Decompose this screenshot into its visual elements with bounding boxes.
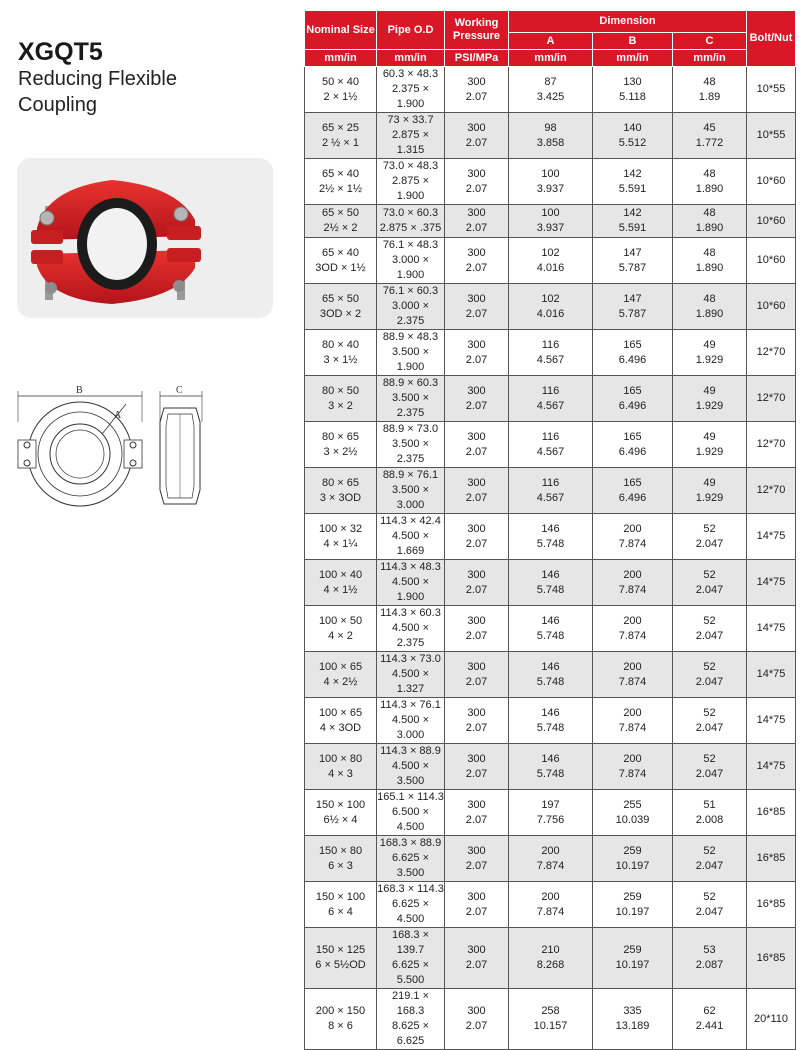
cell-nominal-size: 80 × 65 3 × 3OD bbox=[305, 468, 377, 514]
product-name: Reducing Flexible Coupling bbox=[18, 68, 177, 116]
cell-dim-c: 52 2.047 bbox=[673, 836, 747, 882]
cell-nominal-size: 50 × 40 2 × 1½ bbox=[305, 67, 377, 113]
cell-dim-a: 200 7.874 bbox=[509, 882, 593, 928]
technical-drawing bbox=[14, 382, 214, 537]
table-row bbox=[305, 238, 796, 284]
cell-working-pressure: 300 2.07 bbox=[445, 652, 509, 698]
cell-pipe-od: 168.3 × 139.7 6.625 × 5.500 bbox=[377, 928, 445, 989]
cell-bolt-nut: 10*60 bbox=[747, 205, 796, 238]
cell-dim-b: 200 7.874 bbox=[593, 652, 673, 698]
cell-bolt-nut: 10*60 bbox=[747, 284, 796, 330]
cell-dim-c: 49 1.929 bbox=[673, 468, 747, 514]
cell-pipe-od: 88.9 × 60.3 3.500 × 2.375 bbox=[377, 376, 445, 422]
cell-pipe-od: 60.3 × 48.3 2.375 × 1.900 bbox=[377, 67, 445, 113]
table-row bbox=[305, 882, 796, 928]
cell-bolt-nut: 12*70 bbox=[747, 422, 796, 468]
cell-dim-c: 49 1.929 bbox=[673, 376, 747, 422]
cell-dim-a: 146 5.748 bbox=[509, 652, 593, 698]
cell-dim-a: 100 3.937 bbox=[509, 205, 593, 238]
cell-nominal-size: 65 × 25 2 ½ × 1 bbox=[305, 113, 377, 159]
table-row bbox=[305, 652, 796, 698]
cell-dim-a: 116 4.567 bbox=[509, 422, 593, 468]
cell-dim-b: 259 10.197 bbox=[593, 928, 673, 989]
cell-dim-a: 197 7.756 bbox=[509, 790, 593, 836]
cell-working-pressure: 300 2.07 bbox=[445, 330, 509, 376]
cell-pipe-od: 114.3 × 76.1 4.500 × 3.000 bbox=[377, 698, 445, 744]
cell-dim-c: 51 2.008 bbox=[673, 790, 747, 836]
cell-dim-c: 52 2.047 bbox=[673, 652, 747, 698]
dim-label-a: A bbox=[114, 410, 122, 421]
table-row bbox=[305, 836, 796, 882]
cell-dim-c: 48 1.890 bbox=[673, 159, 747, 205]
cell-nominal-size: 65 × 40 2½ × 1½ bbox=[305, 159, 377, 205]
cell-pipe-od: 168.3 × 88.9 6.625 × 3.500 bbox=[377, 836, 445, 882]
header-pipe: Pipe O.D bbox=[377, 11, 445, 50]
cell-bolt-nut: 10*55 bbox=[747, 113, 796, 159]
product-photo bbox=[17, 158, 273, 318]
cell-pipe-od: 114.3 × 48.3 4.500 × 1.900 bbox=[377, 560, 445, 606]
cell-nominal-size: 80 × 40 3 × 1½ bbox=[305, 330, 377, 376]
cell-pipe-od: 219.1 × 168.3 8.625 × 6.625 bbox=[377, 989, 445, 1050]
cell-nominal-size: 150 × 125 6 × 5½OD bbox=[305, 928, 377, 989]
header-b-unit: mm/in bbox=[593, 50, 673, 67]
header-c: C bbox=[673, 33, 747, 50]
table-row bbox=[305, 698, 796, 744]
header-nominal-unit: mm/in bbox=[305, 50, 377, 67]
cell-dim-a: 146 5.748 bbox=[509, 514, 593, 560]
cell-nominal-size: 80 × 65 3 × 2½ bbox=[305, 422, 377, 468]
cell-nominal-size: 65 × 40 3OD × 1½ bbox=[305, 238, 377, 284]
table-row bbox=[305, 606, 796, 652]
table-row bbox=[305, 159, 796, 205]
cell-bolt-nut: 12*70 bbox=[747, 330, 796, 376]
cell-bolt-nut: 14*75 bbox=[747, 698, 796, 744]
cell-dim-a: 87 3.425 bbox=[509, 67, 593, 113]
cell-dim-b: 147 5.787 bbox=[593, 284, 673, 330]
cell-dim-a: 210 8.268 bbox=[509, 928, 593, 989]
cell-pipe-od: 114.3 × 42.4 4.500 × 1.669 bbox=[377, 514, 445, 560]
header-working: Working Pressure bbox=[445, 11, 509, 50]
cell-pipe-od: 76.1 × 60.3 3.000 × 2.375 bbox=[377, 284, 445, 330]
cell-dim-c: 52 2.047 bbox=[673, 560, 747, 606]
table-row bbox=[305, 113, 796, 159]
cell-dim-b: 255 10.039 bbox=[593, 790, 673, 836]
table-row bbox=[305, 744, 796, 790]
product-code: XGQT5 bbox=[18, 38, 103, 66]
cell-bolt-nut: 20*110 bbox=[747, 989, 796, 1050]
cell-dim-c: 62 2.441 bbox=[673, 989, 747, 1050]
cell-dim-b: 335 13.189 bbox=[593, 989, 673, 1050]
cell-dim-a: 146 5.748 bbox=[509, 606, 593, 652]
cell-working-pressure: 300 2.07 bbox=[445, 744, 509, 790]
header-working-unit: PSI/MPa bbox=[445, 50, 509, 67]
cell-working-pressure: 300 2.07 bbox=[445, 422, 509, 468]
cell-bolt-nut: 12*70 bbox=[747, 468, 796, 514]
header-c-unit: mm/in bbox=[673, 50, 747, 67]
cell-pipe-od: 88.9 × 76.1 3.500 × 3.000 bbox=[377, 468, 445, 514]
cell-bolt-nut: 10*60 bbox=[747, 159, 796, 205]
cell-dim-b: 142 5.591 bbox=[593, 159, 673, 205]
cell-pipe-od: 76.1 × 48.3 3.000 × 1.900 bbox=[377, 238, 445, 284]
cell-bolt-nut: 10*55 bbox=[747, 67, 796, 113]
cell-dim-a: 146 5.748 bbox=[509, 560, 593, 606]
table-row bbox=[305, 205, 796, 238]
cell-nominal-size: 65 × 50 2½ × 2 bbox=[305, 205, 377, 238]
cell-bolt-nut: 14*75 bbox=[747, 514, 796, 560]
cell-bolt-nut: 12*70 bbox=[747, 376, 796, 422]
cell-bolt-nut: 16*85 bbox=[747, 790, 796, 836]
cell-nominal-size: 200 × 150 8 × 6 bbox=[305, 989, 377, 1050]
cell-dim-b: 200 7.874 bbox=[593, 606, 673, 652]
cell-dim-c: 48 1.890 bbox=[673, 284, 747, 330]
coupling-drawing bbox=[14, 382, 214, 532]
cell-dim-b: 200 7.874 bbox=[593, 698, 673, 744]
cell-nominal-size: 65 × 50 3OD × 2 bbox=[305, 284, 377, 330]
header-a-unit: mm/in bbox=[509, 50, 593, 67]
cell-pipe-od: 165.1 × 114.3 6.500 × 4.500 bbox=[377, 790, 445, 836]
table-row bbox=[305, 284, 796, 330]
cell-dim-b: 200 7.874 bbox=[593, 560, 673, 606]
cell-dim-b: 130 5.118 bbox=[593, 67, 673, 113]
cell-dim-c: 49 1.929 bbox=[673, 330, 747, 376]
cell-bolt-nut: 14*75 bbox=[747, 606, 796, 652]
cell-bolt-nut: 16*85 bbox=[747, 928, 796, 989]
cell-working-pressure: 300 2.07 bbox=[445, 67, 509, 113]
cell-pipe-od: 88.9 × 48.3 3.500 × 1.900 bbox=[377, 330, 445, 376]
header-dimension: Dimension bbox=[509, 11, 747, 33]
cell-nominal-size: 100 × 50 4 × 2 bbox=[305, 606, 377, 652]
cell-nominal-size: 150 × 100 6½ × 4 bbox=[305, 790, 377, 836]
cell-dim-b: 142 5.591 bbox=[593, 205, 673, 238]
cell-nominal-size: 100 × 32 4 × 1¼ bbox=[305, 514, 377, 560]
cell-working-pressure: 300 2.07 bbox=[445, 113, 509, 159]
cell-pipe-od: 168.3 × 114.3 6.625 × 4.500 bbox=[377, 882, 445, 928]
table-row bbox=[305, 790, 796, 836]
cell-working-pressure: 300 2.07 bbox=[445, 989, 509, 1050]
cell-dim-b: 259 10.197 bbox=[593, 882, 673, 928]
table-row bbox=[305, 928, 796, 989]
header-nominal: Nominal Size bbox=[305, 11, 377, 50]
cell-working-pressure: 300 2.07 bbox=[445, 836, 509, 882]
cell-dim-b: 147 5.787 bbox=[593, 238, 673, 284]
cell-dim-a: 102 4.016 bbox=[509, 238, 593, 284]
cell-dim-c: 52 2.047 bbox=[673, 744, 747, 790]
table-row bbox=[305, 989, 796, 1050]
cell-working-pressure: 300 2.07 bbox=[445, 159, 509, 205]
dim-label-c: C bbox=[176, 385, 183, 396]
cell-dim-c: 52 2.047 bbox=[673, 514, 747, 560]
cell-dim-b: 165 6.496 bbox=[593, 330, 673, 376]
cell-bolt-nut: 10*60 bbox=[747, 238, 796, 284]
cell-bolt-nut: 14*75 bbox=[747, 744, 796, 790]
cell-pipe-od: 73 × 33.7 2.875 × 1.315 bbox=[377, 113, 445, 159]
spec-table bbox=[304, 10, 796, 1050]
cell-pipe-od: 114.3 × 60.3 4.500 × 2.375 bbox=[377, 606, 445, 652]
coupling-photo-illustration bbox=[17, 158, 273, 318]
cell-dim-b: 200 7.874 bbox=[593, 514, 673, 560]
cell-dim-b: 165 6.496 bbox=[593, 422, 673, 468]
cell-dim-c: 52 2.047 bbox=[673, 882, 747, 928]
cell-dim-a: 200 7.874 bbox=[509, 836, 593, 882]
table-row bbox=[305, 468, 796, 514]
table-row bbox=[305, 514, 796, 560]
cell-pipe-od: 73.0 × 48.3 2.875 × 1.900 bbox=[377, 159, 445, 205]
cell-nominal-size: 150 × 80 6 × 3 bbox=[305, 836, 377, 882]
cell-nominal-size: 100 × 40 4 × 1½ bbox=[305, 560, 377, 606]
cell-dim-c: 48 1.890 bbox=[673, 238, 747, 284]
cell-working-pressure: 300 2.07 bbox=[445, 376, 509, 422]
cell-dim-a: 116 4.567 bbox=[509, 330, 593, 376]
cell-working-pressure: 300 2.07 bbox=[445, 928, 509, 989]
cell-dim-c: 52 2.047 bbox=[673, 606, 747, 652]
cell-dim-b: 140 5.512 bbox=[593, 113, 673, 159]
header-a: A bbox=[509, 33, 593, 50]
header-pipe-unit: mm/in bbox=[377, 50, 445, 67]
cell-bolt-nut: 16*85 bbox=[747, 836, 796, 882]
cell-working-pressure: 300 2.07 bbox=[445, 468, 509, 514]
cell-dim-b: 200 7.874 bbox=[593, 744, 673, 790]
cell-working-pressure: 300 2.07 bbox=[445, 698, 509, 744]
cell-pipe-od: 114.3 × 88.9 4.500 × 3.500 bbox=[377, 744, 445, 790]
cell-bolt-nut: 16*85 bbox=[747, 882, 796, 928]
cell-dim-a: 116 4.567 bbox=[509, 468, 593, 514]
table-row bbox=[305, 422, 796, 468]
cell-working-pressure: 300 2.07 bbox=[445, 560, 509, 606]
cell-pipe-od: 114.3 × 73.0 4.500 × 1.327 bbox=[377, 652, 445, 698]
cell-dim-a: 146 5.748 bbox=[509, 698, 593, 744]
header-b: B bbox=[593, 33, 673, 50]
cell-dim-c: 45 1.772 bbox=[673, 113, 747, 159]
cell-nominal-size: 100 × 65 4 × 2½ bbox=[305, 652, 377, 698]
cell-dim-a: 258 10.157 bbox=[509, 989, 593, 1050]
cell-dim-b: 259 10.197 bbox=[593, 836, 673, 882]
cell-dim-c: 48 1.89 bbox=[673, 67, 747, 113]
cell-pipe-od: 88.9 × 73.0 3.500 × 2.375 bbox=[377, 422, 445, 468]
table-row bbox=[305, 330, 796, 376]
cell-nominal-size: 100 × 80 4 × 3 bbox=[305, 744, 377, 790]
cell-dim-a: 102 4.016 bbox=[509, 284, 593, 330]
cell-dim-b: 165 6.496 bbox=[593, 468, 673, 514]
cell-dim-b: 165 6.496 bbox=[593, 376, 673, 422]
cell-nominal-size: 150 × 100 6 × 4 bbox=[305, 882, 377, 928]
product-panel bbox=[0, 0, 300, 800]
cell-dim-a: 98 3.858 bbox=[509, 113, 593, 159]
cell-working-pressure: 300 2.07 bbox=[445, 606, 509, 652]
header-bolt: Bolt/Nut bbox=[747, 11, 796, 67]
cell-working-pressure: 300 2.07 bbox=[445, 514, 509, 560]
cell-working-pressure: 300 2.07 bbox=[445, 882, 509, 928]
spec-table-body bbox=[305, 67, 796, 1050]
cell-working-pressure: 300 2.07 bbox=[445, 238, 509, 284]
spec-table-container bbox=[304, 10, 795, 1050]
table-row bbox=[305, 67, 796, 113]
cell-bolt-nut: 14*75 bbox=[747, 652, 796, 698]
cell-working-pressure: 300 2.07 bbox=[445, 790, 509, 836]
cell-dim-a: 116 4.567 bbox=[509, 376, 593, 422]
cell-dim-a: 100 3.937 bbox=[509, 159, 593, 205]
cell-working-pressure: 300 2.07 bbox=[445, 284, 509, 330]
table-row bbox=[305, 376, 796, 422]
cell-dim-c: 52 2.047 bbox=[673, 698, 747, 744]
cell-dim-a: 146 5.748 bbox=[509, 744, 593, 790]
cell-nominal-size: 100 × 65 4 × 3OD bbox=[305, 698, 377, 744]
cell-nominal-size: 80 × 50 3 × 2 bbox=[305, 376, 377, 422]
cell-dim-c: 53 2.087 bbox=[673, 928, 747, 989]
cell-dim-c: 48 1.890 bbox=[673, 205, 747, 238]
table-row bbox=[305, 560, 796, 606]
cell-working-pressure: 300 2.07 bbox=[445, 205, 509, 238]
dim-label-b: B bbox=[76, 385, 83, 396]
cell-pipe-od: 73.0 × 60.3 2.875 × .375 bbox=[377, 205, 445, 238]
cell-dim-c: 49 1.929 bbox=[673, 422, 747, 468]
cell-bolt-nut: 14*75 bbox=[747, 560, 796, 606]
